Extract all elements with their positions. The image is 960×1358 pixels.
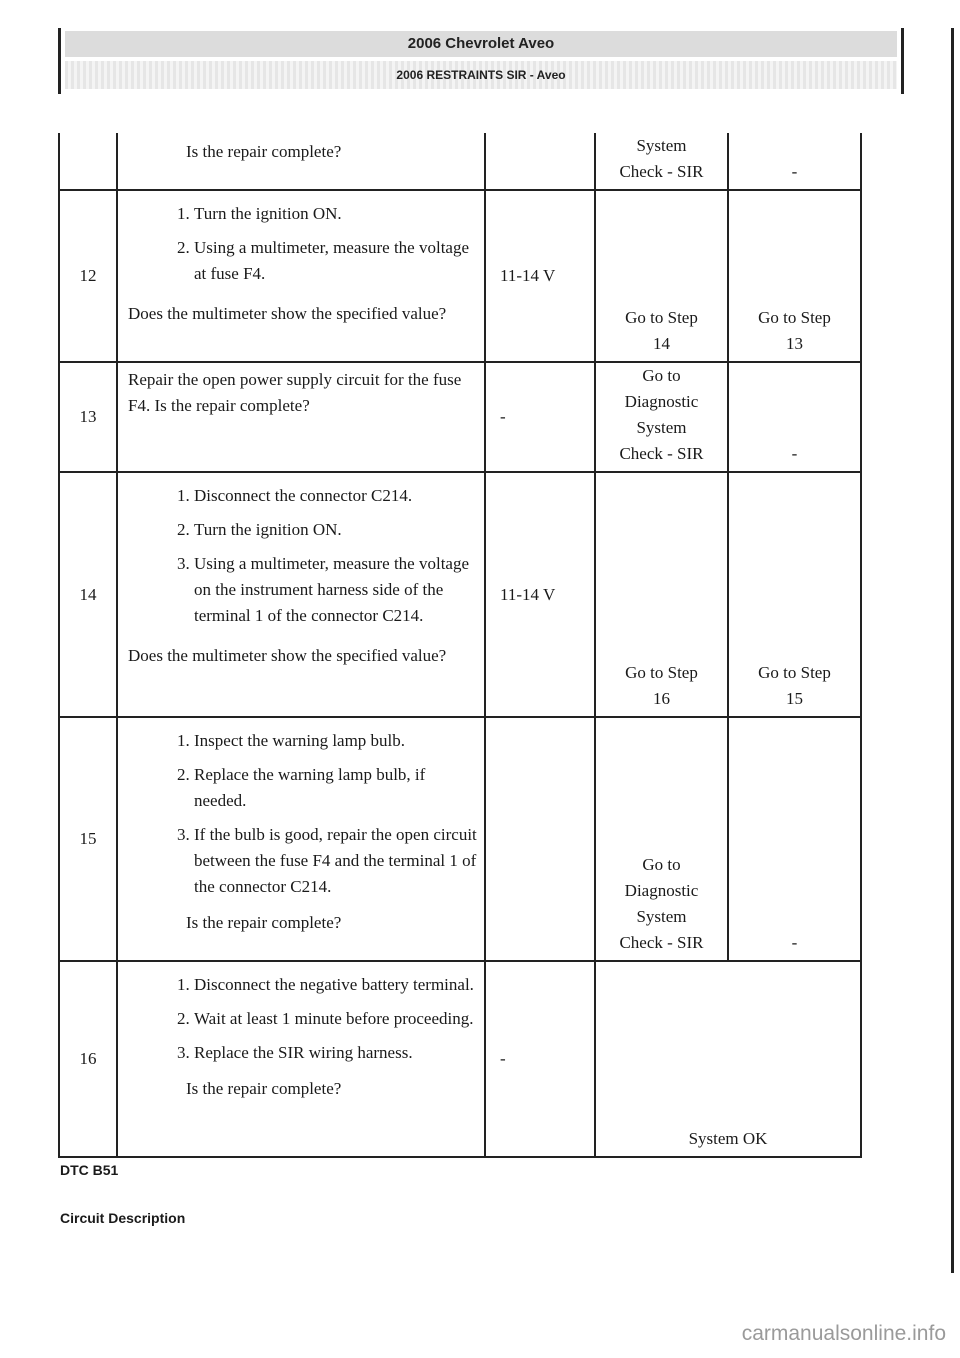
step-number <box>59 133 117 190</box>
action-item: 3. If the bulb is good, repair the open circuit between the fuse F4 and the terminal 1 of the connector C214. <box>194 822 478 900</box>
step-number: 14 <box>59 472 117 717</box>
step-number: 13 <box>59 362 117 472</box>
no-cell: - <box>728 717 861 961</box>
action-cell <box>117 472 485 717</box>
section-heading: Circuit Description <box>60 1210 186 1226</box>
yes-line: Check - SIR <box>619 444 704 463</box>
question-text: Repair the open power supply circuit for the fuse F4. Is the repair complete? <box>128 370 462 415</box>
yes-line: Diagnostic <box>624 881 699 900</box>
table-row-step-13 <box>59 362 861 472</box>
question-text: Does the multimeter show the specified value? <box>128 304 447 323</box>
step-number: 16 <box>59 961 117 1157</box>
action-list <box>128 483 478 629</box>
watermark-text: carmanualsonline.info <box>741 1322 946 1345</box>
yes-line: Diagnostic <box>624 392 699 411</box>
table-row-step-16 <box>59 961 861 1157</box>
document-title: 2006 Chevrolet Aveo <box>65 31 897 57</box>
action-item: 2. Wait at least 1 minute before proceeding. <box>194 1006 478 1032</box>
step-number: 12 <box>59 190 117 362</box>
value-cell <box>485 717 595 961</box>
yes-cell <box>595 190 728 362</box>
dtc-heading: DTC B51 <box>60 1162 119 1178</box>
result-cell: System OK <box>595 961 861 1157</box>
action-list <box>128 972 478 1066</box>
no-line: Go to Step <box>758 308 831 327</box>
yes-line: Check - SIR <box>619 933 704 952</box>
yes-cell <box>595 133 728 190</box>
action-item: 2. Replace the warning lamp bulb, if needed. <box>194 762 478 814</box>
action-item: 2. Using a multimeter, measure the voltage at fuse F4. <box>194 235 478 287</box>
action-cell <box>117 362 485 472</box>
table-row-step-12 <box>59 190 861 362</box>
value-cell: 11-14 V <box>485 190 595 362</box>
no-line: 13 <box>786 334 803 353</box>
yes-cell <box>595 362 728 472</box>
step-number: 15 <box>59 717 117 961</box>
action-cell <box>117 717 485 961</box>
value-cell <box>485 133 595 190</box>
value-cell: - <box>485 362 595 472</box>
yes-line: Check - SIR <box>619 162 704 181</box>
yes-line: Go to Step <box>625 663 698 682</box>
yes-line: System <box>636 907 687 926</box>
no-cell: - <box>728 133 861 190</box>
yes-line: 16 <box>653 689 670 708</box>
diagnostic-steps-table <box>58 133 862 1158</box>
action-item: 1. Disconnect the connector C214. <box>194 483 478 509</box>
action-cell <box>117 190 485 362</box>
action-item: 3. Using a multimeter, measure the voltage on the instrument harness side of the terminal 1 of the connector C214. <box>194 551 478 629</box>
yes-line: Go to <box>642 855 681 874</box>
yes-cell <box>595 472 728 717</box>
action-list <box>128 728 478 900</box>
document-header <box>58 28 904 94</box>
no-cell: - <box>728 362 861 472</box>
no-cell <box>728 190 861 362</box>
action-item: 1. Inspect the warning lamp bulb. <box>194 728 478 754</box>
action-cell <box>117 961 485 1157</box>
yes-line: System <box>636 418 687 437</box>
document-subtitle: 2006 RESTRAINTS SIR - Aveo <box>65 61 897 89</box>
question-text: Does the multimeter show the specified value? <box>128 646 447 665</box>
yes-line: Go to <box>642 366 681 385</box>
action-item: 2. Turn the ignition ON. <box>194 517 478 543</box>
table-row-step-14 <box>59 472 861 717</box>
action-cell <box>117 133 485 190</box>
question-text: Is the repair complete? <box>186 1079 342 1098</box>
table-row-step-15 <box>59 717 861 961</box>
no-cell <box>728 472 861 717</box>
no-line: 15 <box>786 689 803 708</box>
question-text: Is the repair complete? <box>186 913 342 932</box>
yes-line: Go to Step <box>625 308 698 327</box>
action-item: 3. Replace the SIR wiring harness. <box>194 1040 478 1066</box>
yes-line: 14 <box>653 334 670 353</box>
table-row-continued <box>59 133 861 190</box>
value-cell: - <box>485 961 595 1157</box>
action-item: 1. Turn the ignition ON. <box>194 201 478 227</box>
yes-line: System <box>636 136 687 155</box>
action-item: 1. Disconnect the negative battery terminal. <box>194 972 478 998</box>
page-right-border <box>951 28 954 1273</box>
question-text: Is the repair complete? <box>186 142 342 161</box>
no-line: Go to Step <box>758 663 831 682</box>
value-cell: 11-14 V <box>485 472 595 717</box>
action-list <box>128 201 478 287</box>
yes-cell <box>595 717 728 961</box>
